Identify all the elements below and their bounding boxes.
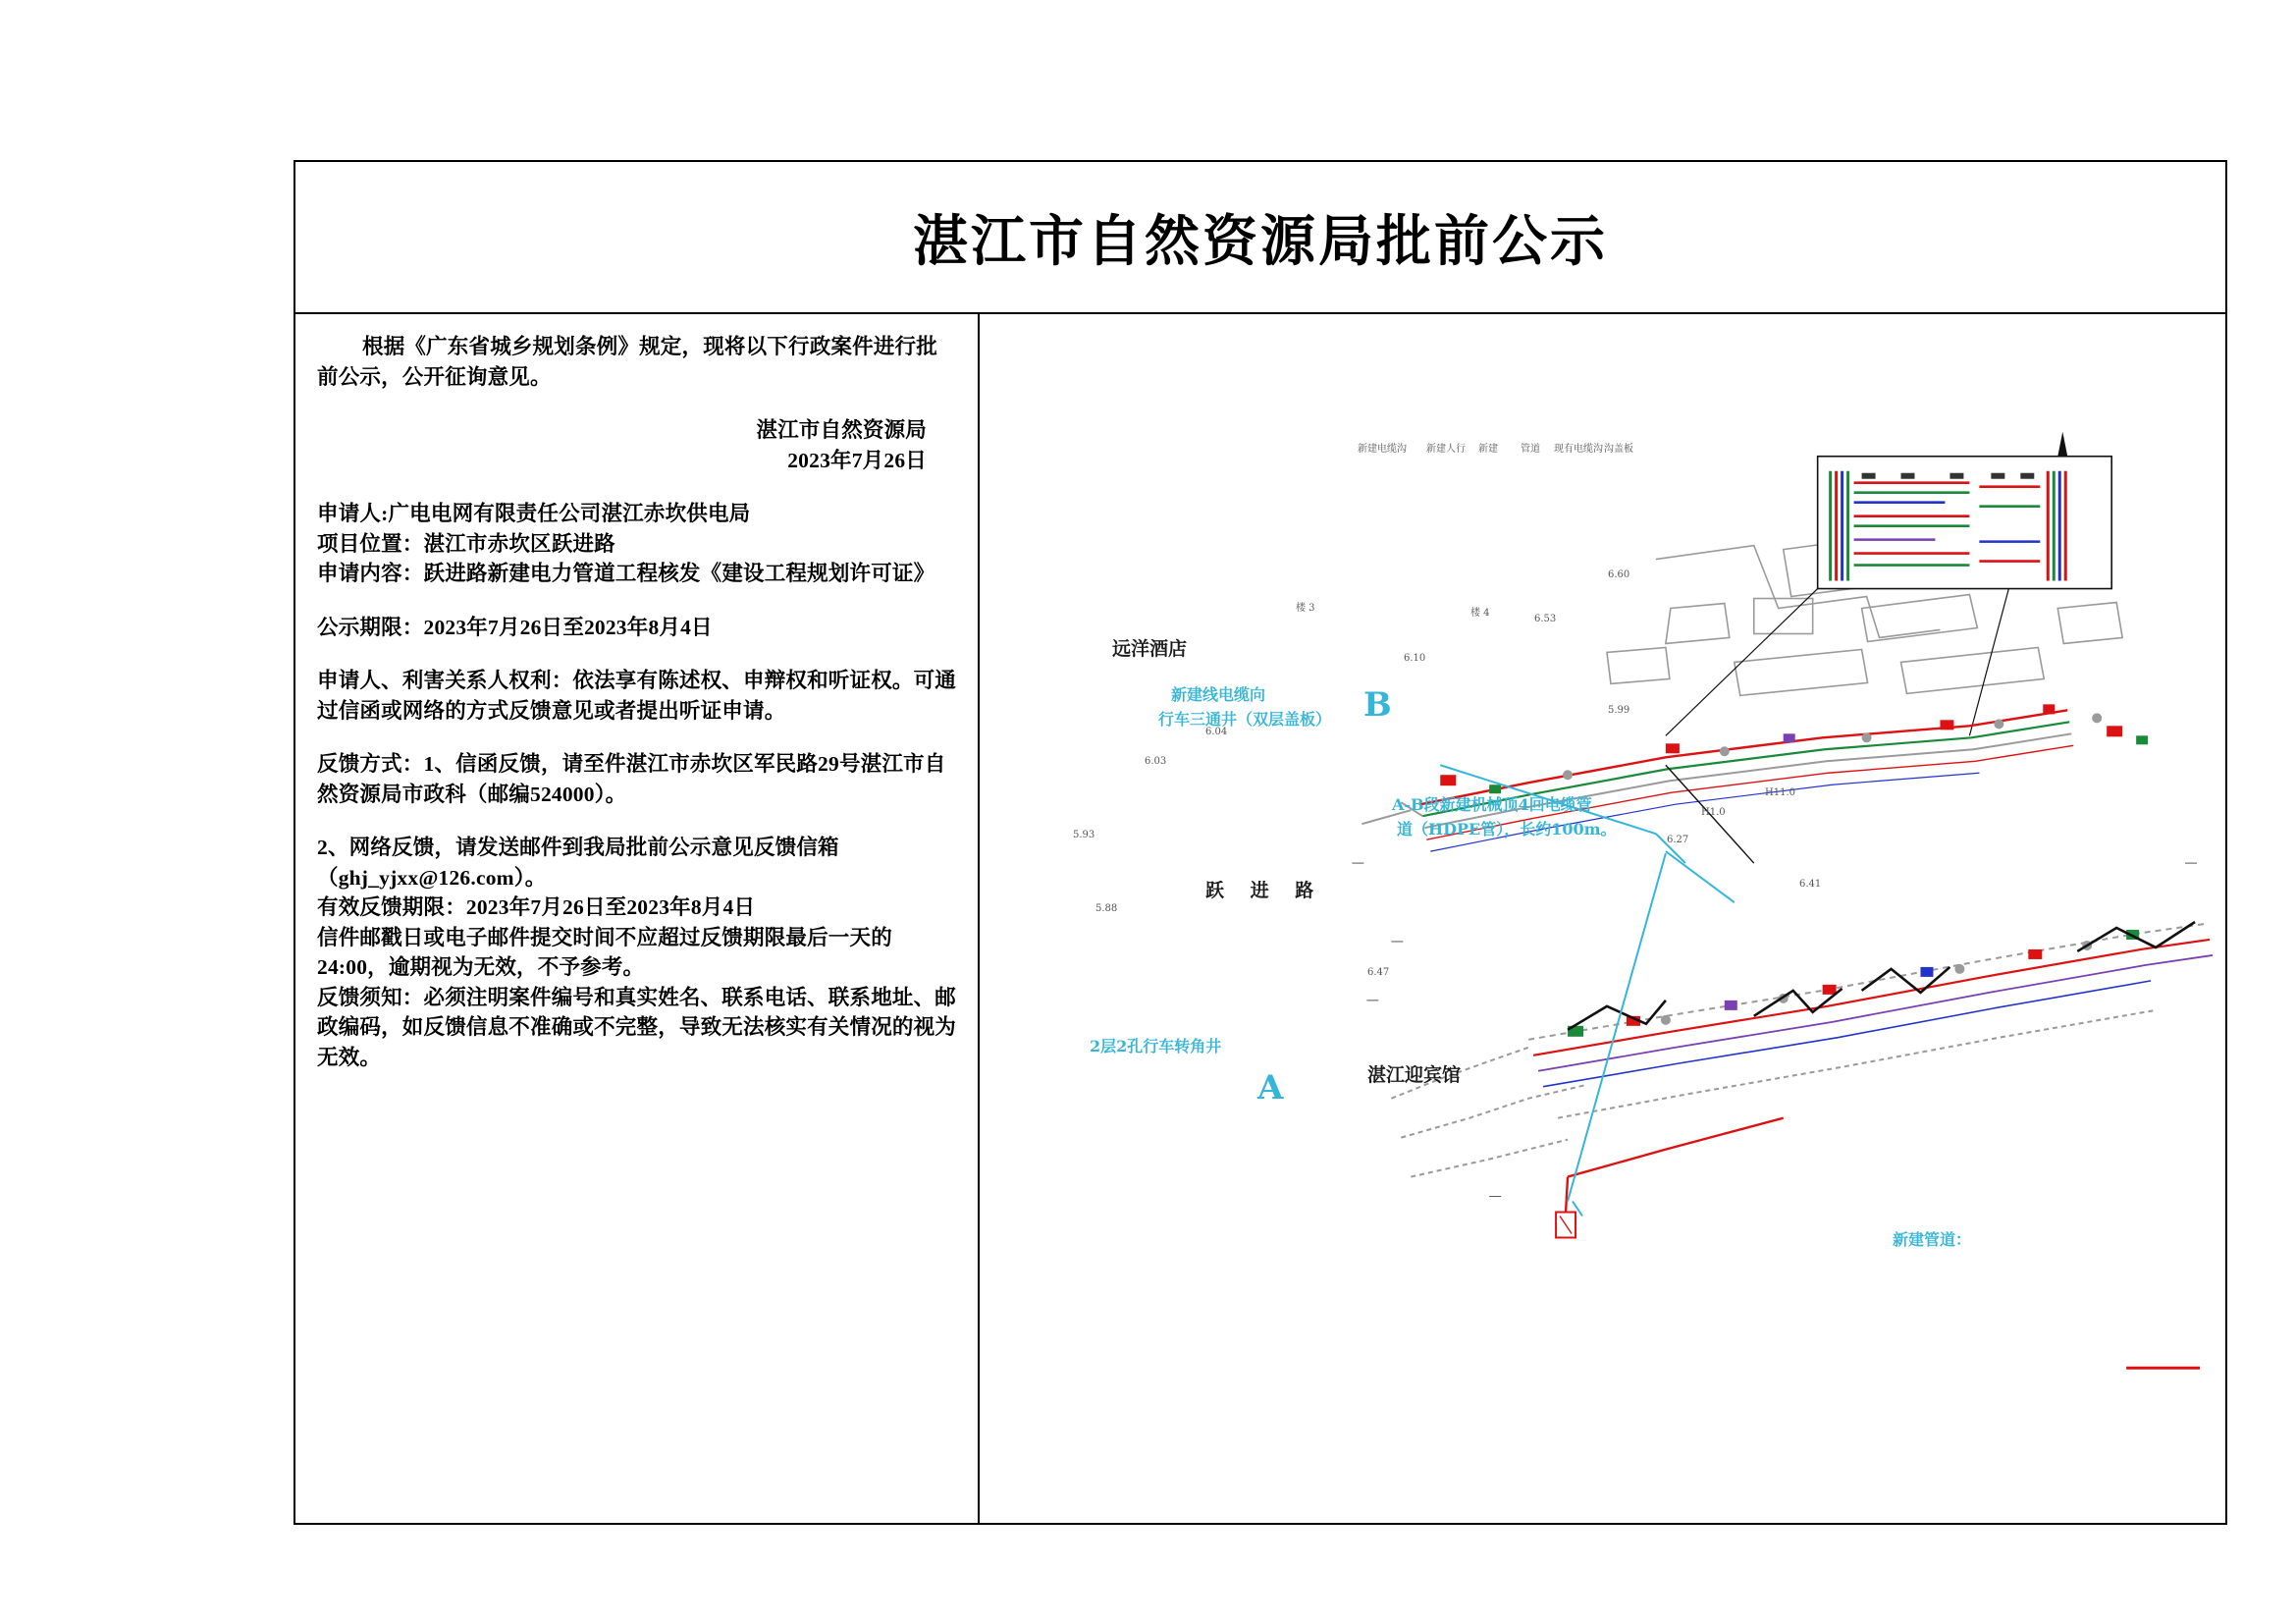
rights-text: 申请人、利害关系人权利：依法享有陈述权、申辩权和听证权。可通过信函或网络的方式反馈意见或者提出听证申请。 <box>317 669 957 723</box>
feedback-notice: 反馈须知：必须注明案件编号和真实姓名、联系电话、联系地址、邮政编码，如反馈信息不准确或不完整，导致无法核实有关情况的视为无效。 <box>317 985 957 1069</box>
applicant-label: 申请人: <box>317 502 389 526</box>
note-corner-well: 2层2孔行车转角井 <box>1090 1037 1222 1055</box>
note-ab-section-line2: 道（HDPE管），长约100m。 <box>1397 820 1617 839</box>
deadline-note: 信件邮戳日或电子邮件提交时间不应超过反馈期限最后一天的24:00，逾期视为无效，不予参考。 <box>317 925 892 980</box>
elevation-2: 5.99 <box>1608 705 1630 716</box>
lower-corridor-symbols <box>1568 930 2139 1037</box>
feedback-way-email: 2、网络反馈，请发送邮件到我局批前公示意见反馈信箱（ghj_yjxx@126.com）。 <box>317 836 839 890</box>
document-frame <box>294 160 2227 1525</box>
inset-header-6: 沟盖板 <box>1604 444 1633 455</box>
content-label: 申请内容： <box>317 562 424 586</box>
elevation-4: 5.93 <box>1073 830 1095 840</box>
publicity-period: 公示期限：2023年7月26日至2023年8月4日 <box>317 615 713 639</box>
new-pipe-route-red <box>1556 1118 1784 1238</box>
inset-header-4: 管道 <box>1521 444 1540 455</box>
note-new-cable-line2: 行车三通井（双层盖板） <box>1158 710 1332 729</box>
elevation-11: 6.60 <box>1608 569 1630 580</box>
inset-header-1: 新建电缆沟 <box>1358 444 1407 455</box>
note-ab-section-line1: A-B段新建机械顶4回电缆管 <box>1392 795 1592 814</box>
location-label: 项目位置： <box>317 531 424 556</box>
note-new-cable-line1: 新建线电缆向 <box>1171 685 1266 704</box>
content-value: 跃进路新建电力管道工程核发《建设工程规划许可证》 <box>423 562 935 586</box>
label-yuanyang-hotel: 远洋酒店 <box>1112 638 1188 660</box>
content-line <box>317 559 956 589</box>
applicant-line <box>317 499 956 529</box>
elevation-8: 6.41 <box>1799 879 1822 890</box>
site-plan-panel <box>980 314 2225 1523</box>
elevation-1: 6.03 <box>1145 756 1167 767</box>
elevation-13: H11.0 <box>1765 787 1795 798</box>
point-b-marker: B <box>1363 685 1392 725</box>
sublabel-building-3: 楼 3 <box>1296 603 1315 614</box>
label-zhanjiang-hotel: 湛江迎宾馆 <box>1367 1064 1462 1086</box>
valid-period: 有效反馈期限：2023年7月26日至2023年8月4日 <box>317 895 756 920</box>
applicant-value: 广电电网有限责任公司湛江赤坎供电局 <box>388 502 751 526</box>
elevation-9: 6.47 <box>1367 967 1390 978</box>
lower-corridor-lines <box>1391 924 2213 1177</box>
point-a-marker: A <box>1257 1068 1284 1108</box>
elevation-7: 6.27 <box>1667 835 1689 845</box>
elevation-3: 6.10 <box>1404 653 1426 664</box>
elevation-6: 6.04 <box>1205 727 1228 737</box>
page-title: 湛江市自然资源局批前公示 <box>913 208 1608 274</box>
label-road-name: 跃 进 路 <box>1205 880 1324 901</box>
notice-issuer: 湛江市自然资源局 <box>756 418 927 443</box>
sublabel-building-4: 楼 4 <box>1470 608 1490 619</box>
inset-header-2: 新建人行 <box>1426 444 1466 455</box>
inset-detail-box <box>1666 457 2111 736</box>
inset-header-5: 现有电缆沟 <box>1554 444 1603 455</box>
legend-new-pipe-label: 新建管道： <box>1893 1230 1972 1249</box>
location-line <box>317 529 956 560</box>
elevation-5: 5.88 <box>1095 903 1118 914</box>
notice-issue-date: 2023年7月26日 <box>787 448 927 472</box>
inset-header-3: 新建 <box>1478 444 1498 455</box>
elevation-ticks <box>1352 863 2197 1196</box>
elevation-12: H1.0 <box>1701 807 1726 818</box>
feedback-way-mail: 反馈方式：1、信函反馈，请至件湛江市赤坎区军民路29号湛江市自然资源局市政科（邮编524000）。 <box>317 752 946 806</box>
title-band <box>295 162 2225 314</box>
notice-text-column <box>295 314 980 1523</box>
location-value: 湛江市赤坎区跃进路 <box>423 531 615 556</box>
site-plan-drawing <box>980 314 2225 1523</box>
notice-intro: 根据《广东省城乡规划条例》规定，现将以下行政案件进行批前公示，公开征询意见。 <box>317 335 937 389</box>
elevation-10: 6.53 <box>1534 614 1557 624</box>
